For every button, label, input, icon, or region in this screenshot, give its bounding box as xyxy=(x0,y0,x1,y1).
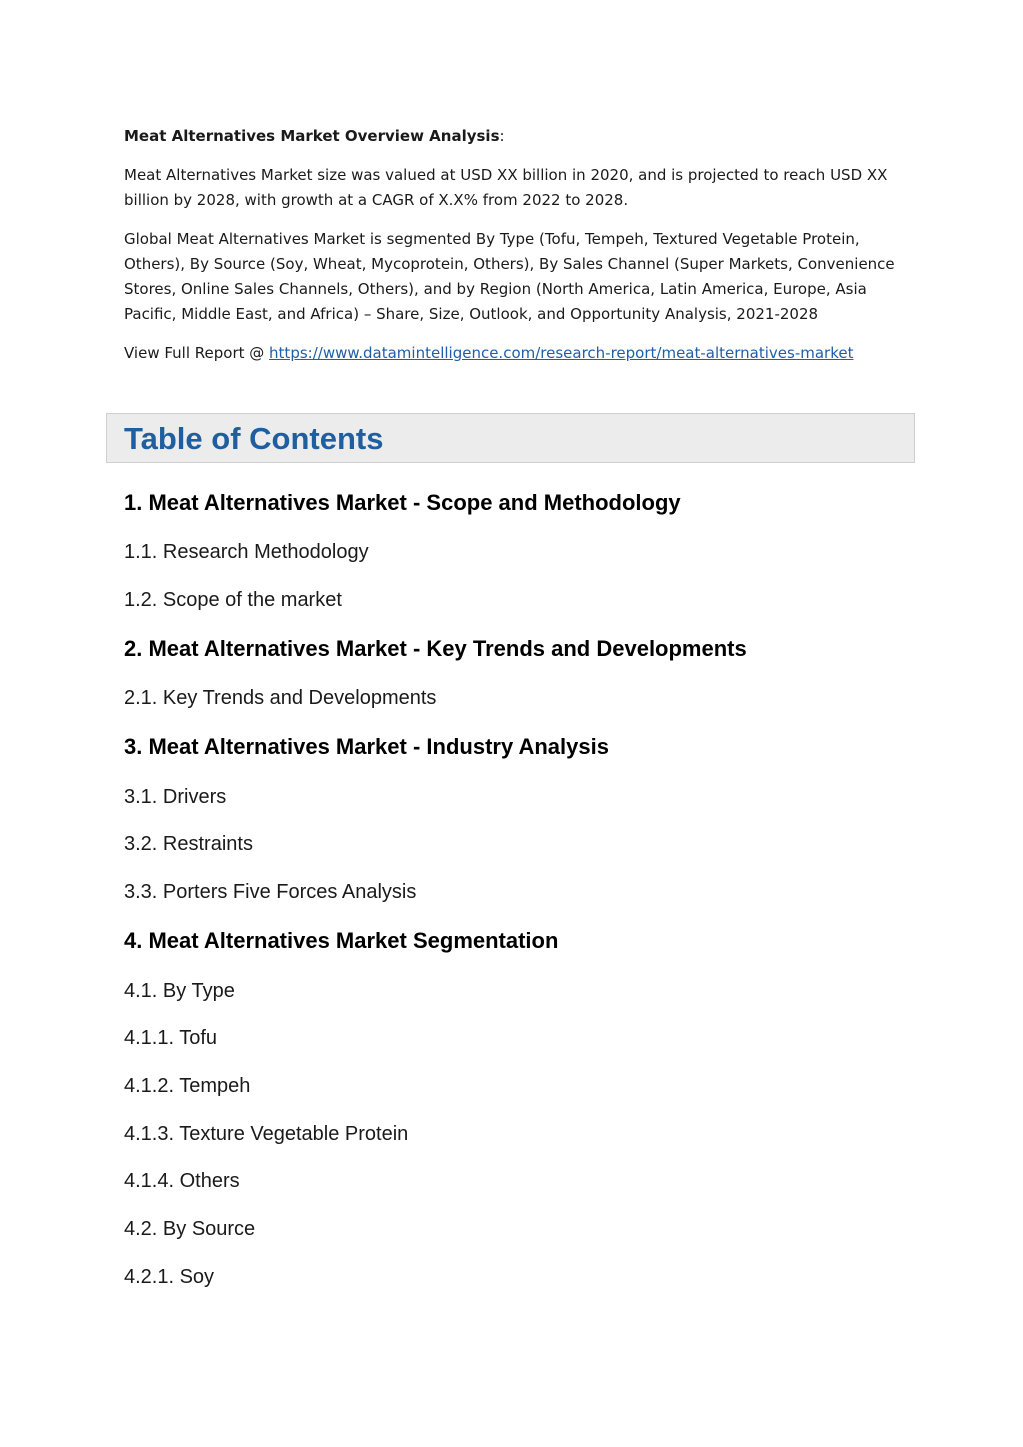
overview-heading xyxy=(124,124,914,149)
toc-entry: 4.1.2. Tempeh xyxy=(124,1075,251,1097)
report-line xyxy=(124,341,914,366)
toc-entry: 4.2. By Source xyxy=(124,1218,256,1240)
overview-paragraph-segmentation: Global Meat Alternatives Market is segmented By Type (Tofu, Tempeh, Textured Vegetable Protein, Others), By Source (Soy, Wheat, Mycoprotein, Others), By Sales Channel (Super Markets, Convenience Stores, Online Sales Channels, Others), and by Region (North America, Latin America, Europe, Asia Pacific, Middle East, and Africa) – Share, Size, Outlook, and Opportunity Analysis, 2021-2028 xyxy=(124,230,895,323)
toc-title: Table of Contents xyxy=(124,421,384,456)
toc-entry: 4.1.3. Texture Vegetable Protein xyxy=(124,1123,409,1145)
toc-entry: 4.1.4. Others xyxy=(124,1170,240,1192)
toc-header-box xyxy=(106,413,915,463)
overview-section xyxy=(124,124,914,380)
report-prefix: View Full Report @ xyxy=(124,344,270,362)
toc-entry: 1.2. Scope of the market xyxy=(124,589,342,611)
toc-entry: 4.1.1. Tofu xyxy=(124,1027,218,1049)
toc-entry: 4. Meat Alternatives Market Segmentation xyxy=(124,928,559,953)
toc-entry: 1. Meat Alternatives Market - Scope and Methodology xyxy=(124,490,681,515)
overview-title: Meat Alternatives Market Overview Analysis xyxy=(124,127,500,145)
toc-entry: 4.2.1. Soy xyxy=(124,1266,215,1288)
toc-entry: 3.1. Drivers xyxy=(124,786,227,808)
toc-entry: 3.3. Porters Five Forces Analysis xyxy=(124,881,417,903)
overview-paragraph-size: Meat Alternatives Market size was valued at USD XX billion in 2020, and is projected to reach USD XX billion by 2028, with growth at a CAGR of X.X% from 2022 to 2028. xyxy=(124,166,888,209)
overview-title-suffix: : xyxy=(499,127,505,145)
toc-entry: 1.1. Research Methodology xyxy=(124,541,369,563)
report-link[interactable]: https://www.datamintelligence.com/research-report/meat-alternatives-market xyxy=(269,344,854,362)
toc-entry: 2. Meat Alternatives Market - Key Trends and Developments xyxy=(124,636,747,661)
toc-entry: 2.1. Key Trends and Developments xyxy=(124,687,437,709)
toc-entry: 3. Meat Alternatives Market - Industry Analysis xyxy=(124,734,609,759)
toc-entry: 4.1. By Type xyxy=(124,980,235,1002)
toc-entry: 3.2. Restraints xyxy=(124,833,253,855)
